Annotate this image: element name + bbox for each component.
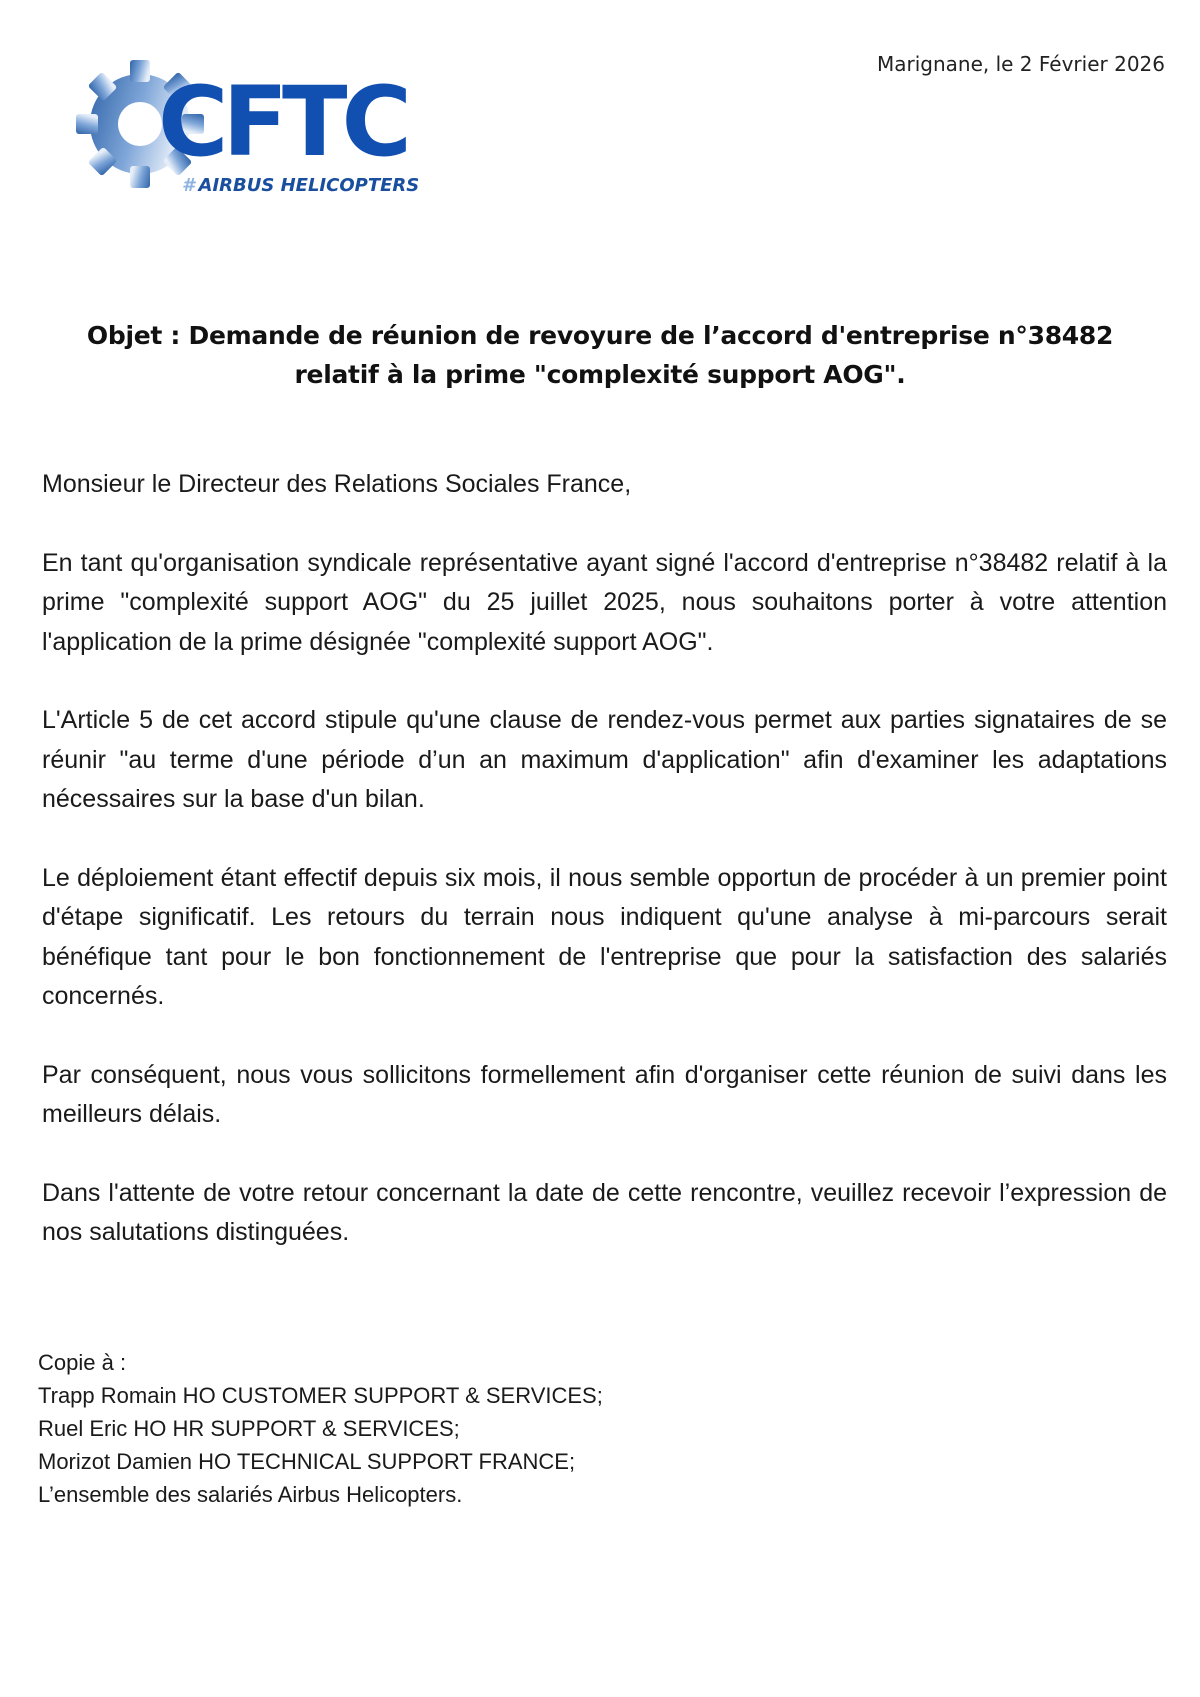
- hash-icon: #: [182, 175, 195, 196]
- copy-recipient: L’ensemble des salariés Airbus Helicopters.: [38, 1482, 463, 1507]
- subject-line-1: Objet : Demande de réunion de revoyure de l’accord d'entreprise n°38482: [86, 321, 1114, 350]
- copies-label: Copie à :: [38, 1350, 127, 1375]
- logo-wordmark: CFTC: [158, 66, 406, 178]
- copy-recipient: Ruel Eric HO HR SUPPORT & SERVICES;: [38, 1416, 460, 1441]
- paragraph: Le déploiement étant effectif depuis six mois, il nous semble opportun de procéder à un premier point d'étape significatif. Les retours du terrain nous indiquent qu'une analyse à mi-parcours serait bénéfique tant pour le bon fonctionnement de l'entreprise que pour la satisfaction des salariés concernés.: [42, 863, 1167, 1010]
- logo-subtitle-text: AIRBUS HELICOPTERS: [198, 175, 420, 196]
- paragraph: Dans l'attente de votre retour concernant la date de cette rencontre, veuillez recevoir l’expression de nos salutations distinguées.: [42, 1178, 1167, 1246]
- subject-line-2: relatif à la prime "complexité support AOG".: [294, 360, 906, 389]
- logo-subtitle: [182, 175, 419, 196]
- paragraph: L'Article 5 de cet accord stipule qu'une clause de rendez-vous permet aux parties signataires de se réunir "au terme d'une période d’un an maximum d'application" afin d'examiner les adaptations nécessaires sur la base d'un bilan.: [42, 706, 1167, 813]
- copies-list: [38, 1346, 603, 1511]
- copy-recipient: Trapp Romain HO CUSTOMER SUPPORT & SERVICES;: [38, 1383, 603, 1408]
- letter-body: [42, 465, 1167, 1292]
- subject-heading: [60, 316, 1140, 394]
- date-line: Marignane, le 2 Février 2026: [876, 52, 1165, 76]
- cftc-logo: [74, 56, 454, 206]
- greeting: Monsieur le Directeur des Relations Sociales France,: [42, 470, 632, 498]
- paragraph: Par conséquent, nous vous sollicitons formellement afin d'organiser cette réunion de suivi dans les meilleurs délais.: [42, 1060, 1167, 1128]
- copy-recipient: Morizot Damien HO TECHNICAL SUPPORT FRANCE;: [38, 1449, 576, 1474]
- paragraph: En tant qu'organisation syndicale représentative ayant signé l'accord d'entreprise n°38482 relatif à la prime "complexité support AOG" du 25 juillet 2025, nous souhaitons porter à votre attention l'application de la prime désignée "complexité support AOG".: [42, 548, 1167, 656]
